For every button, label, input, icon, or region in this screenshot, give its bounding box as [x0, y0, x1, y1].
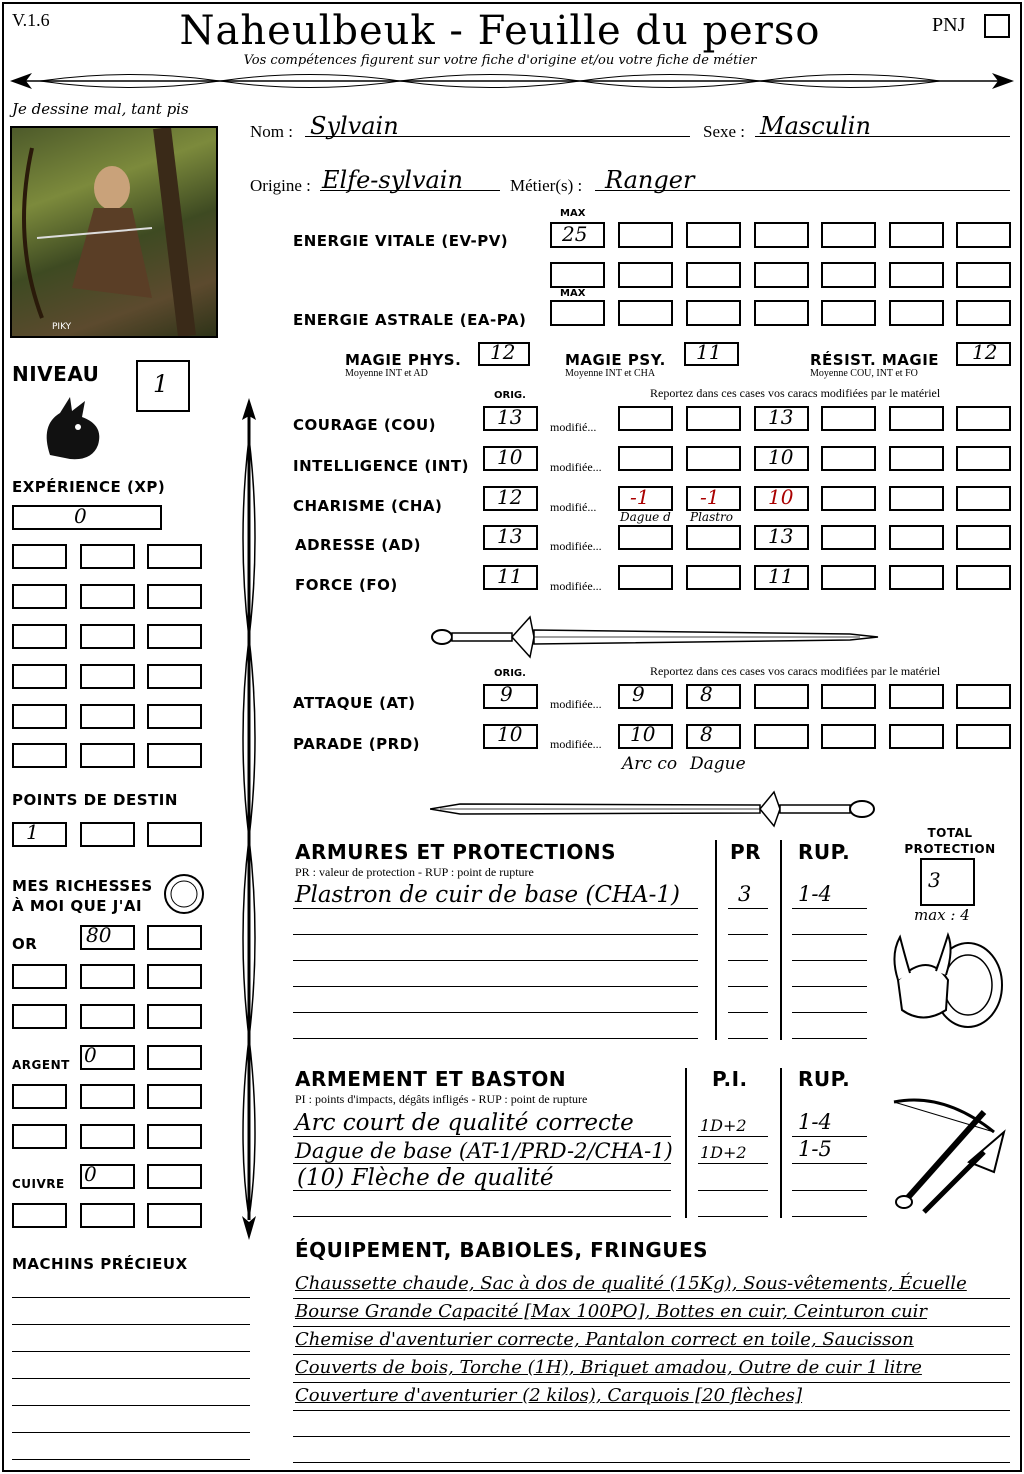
stat-mod-box[interactable] — [821, 486, 876, 511]
stat-mod-box[interactable] — [956, 486, 1011, 511]
or-box[interactable] — [147, 1004, 202, 1029]
ea-box[interactable] — [754, 300, 809, 326]
combat-mod-box[interactable] — [686, 724, 741, 749]
ev-box[interactable] — [618, 262, 673, 288]
niveau-label: NIVEAU — [12, 362, 100, 386]
origine-value[interactable]: Elfe-sylvain — [322, 166, 463, 194]
destin-box[interactable] — [12, 822, 67, 847]
equipment-line[interactable]: Chaussette chaude, Sac à dos de qualité (15Kg), Sous-vêtements, Écuelle — [295, 1273, 967, 1294]
stat-mod-box[interactable] — [618, 406, 673, 431]
stat-orig-value: 13 — [497, 524, 523, 548]
stat-label: COURAGE (COU) — [293, 416, 437, 434]
stat-label: INTELLIGENCE (INT) — [293, 457, 469, 475]
combat-orig-value: 10 — [497, 722, 523, 746]
weapon-item-name[interactable]: (10) Flèche de qualité — [297, 1165, 554, 1191]
total-protection-value: 3 — [928, 868, 941, 892]
destin-box[interactable] — [147, 822, 202, 847]
magie-psy-value: 11 — [696, 340, 722, 364]
metier-value[interactable]: Ranger — [605, 166, 695, 194]
helmet-shield-icon — [888, 925, 1008, 1035]
ea-box[interactable] — [956, 300, 1011, 326]
weapon-item-pi: 1D+2 — [700, 1116, 747, 1135]
ev-max-label: MAX — [560, 208, 586, 219]
stat-mod-box[interactable] — [686, 525, 741, 550]
xp-grid-box[interactable] — [12, 743, 67, 768]
combat-col-note: Arc co — [622, 754, 678, 774]
xp-value: 0 — [74, 504, 87, 528]
argent-box[interactable] — [80, 1084, 135, 1109]
combat-mod-box[interactable] — [754, 724, 809, 749]
ea-box[interactable] — [618, 300, 673, 326]
resist-magie-value: 12 — [972, 340, 998, 364]
cuivre-box[interactable] — [147, 1164, 202, 1189]
ev-box[interactable] — [618, 222, 673, 248]
armor-item-name[interactable]: Plastron de cuir de base (CHA-1) — [295, 882, 680, 908]
weapons-title: ARMEMENT ET BASTON — [295, 1067, 567, 1091]
or-value: 80 — [86, 923, 112, 947]
version: V.1.6 — [12, 10, 50, 30]
stats-report-note: Reportez dans ces cases vos caracs modifiées par le matériel — [650, 386, 941, 400]
stat-mod-box[interactable] — [618, 565, 673, 590]
stat-label: ADRESSE (AD) — [295, 536, 422, 554]
equipment-line[interactable]: Couverture d'aventurier (2 kilos), Carquois [20 flèches] — [295, 1385, 803, 1406]
stat-mod-value: 13 — [768, 524, 794, 548]
pnj-label: PNJ — [932, 14, 966, 36]
total-protection-label: TOTAL PROTECTION — [904, 826, 996, 856]
armor-rup-header: RUP. — [798, 840, 851, 864]
nom-value[interactable]: Sylvain — [310, 112, 399, 140]
stat-mod-box[interactable] — [889, 486, 944, 511]
magie-psy-label: MAGIE PSY. — [565, 351, 666, 369]
or-box[interactable] — [80, 964, 135, 989]
stat-mod-value: 10 — [768, 445, 794, 469]
combat-label: ATTAQUE (AT) — [293, 694, 416, 712]
or-box[interactable] — [147, 964, 202, 989]
cuivre-label: CUIVRE — [12, 1177, 65, 1191]
stat-mod-box[interactable] — [956, 525, 1011, 550]
xp-grid-box[interactable] — [80, 584, 135, 609]
combat-orig-label: ORIG. — [494, 668, 526, 679]
ea-box[interactable] — [821, 300, 876, 326]
argent-box[interactable] — [80, 1124, 135, 1149]
combat-mod-value: 8 — [700, 722, 713, 746]
origine-label: Origine : — [250, 176, 311, 195]
xp-grid-box[interactable] — [80, 704, 135, 729]
ev-box[interactable] — [550, 262, 605, 288]
stat-mod-box[interactable] — [889, 406, 944, 431]
magie-phys-value: 12 — [490, 340, 516, 364]
dragon-head-icon — [40, 395, 106, 465]
stat-mod-box[interactable] — [889, 565, 944, 590]
stat-mod-label: modifiée... — [550, 539, 602, 553]
stat-mod-box[interactable] — [889, 446, 944, 471]
ev-box[interactable] — [956, 222, 1011, 248]
stat-mod-box[interactable] — [821, 446, 876, 471]
ev-box[interactable] — [754, 222, 809, 248]
stat-label: CHARISME (CHA) — [293, 497, 443, 515]
cha-note: Dague d — [620, 510, 671, 524]
xp-grid-box[interactable] — [80, 624, 135, 649]
ev-box[interactable] — [754, 262, 809, 288]
combat-mod-box[interactable] — [889, 724, 944, 749]
or-box[interactable] — [12, 1004, 67, 1029]
portrait-caption: Je dessine mal, tant pis — [12, 100, 189, 118]
ea-label: ENERGIE ASTRALE (EA-PA) — [293, 311, 527, 329]
argent-box[interactable] — [12, 1084, 67, 1109]
xp-grid-box[interactable] — [147, 584, 202, 609]
ea-box[interactable] — [686, 300, 741, 326]
sword-icon — [430, 784, 880, 834]
ev-label: ENERGIE VITALE (EV-PV) — [293, 232, 509, 250]
stat-mod-box[interactable] — [686, 565, 741, 590]
ev-box[interactable] — [821, 222, 876, 248]
combat-mod-value: 10 — [630, 722, 656, 746]
weapon-item-name[interactable]: Arc court de qualité correcte — [295, 1110, 634, 1136]
xp-grid-box[interactable] — [12, 584, 67, 609]
stats-orig-label: ORIG. — [494, 390, 526, 401]
stat-label: FORCE (FO) — [295, 576, 398, 594]
weapon-item-pi: 1D+2 — [700, 1143, 747, 1162]
weapons-pi-header: P.I. — [712, 1067, 748, 1091]
weapon-item-rup: 1-4 — [798, 1110, 832, 1134]
machins-label: MACHINS PRÉCIEUX — [12, 1255, 188, 1273]
stat-mod-value: 10 — [768, 485, 794, 509]
or-box[interactable] — [147, 925, 202, 950]
stat-mod-box[interactable] — [821, 525, 876, 550]
xp-grid-box[interactable] — [12, 544, 67, 569]
argent-box[interactable] — [147, 1045, 202, 1070]
magie-psy-note: Moyenne INT et CHA — [565, 368, 656, 379]
destin-value: 1 — [26, 820, 39, 844]
crossed-weapons-icon — [884, 1092, 1010, 1218]
stat-mod-label: modifié... — [550, 420, 597, 434]
armor-item-rup: 1-4 — [798, 882, 832, 906]
equipment-line[interactable]: Couverts de bois, Torche (1H), Briquet amadou, Outre de cuir 1 litre — [295, 1357, 922, 1378]
xp-grid-box[interactable] — [147, 544, 202, 569]
stat-mod-label: modifié... — [550, 500, 597, 514]
sheet-title: Naheulbeuk - Feuille du perso — [179, 8, 821, 54]
stat-mod-box[interactable] — [618, 446, 673, 471]
max-protection-note: max : 4 — [914, 906, 970, 924]
ea-box[interactable] — [889, 300, 944, 326]
or-label: OR — [12, 935, 38, 953]
stat-mod-box[interactable] — [889, 525, 944, 550]
stat-mod-box[interactable] — [686, 406, 741, 431]
combat-mod-box[interactable] — [821, 724, 876, 749]
ev-box[interactable] — [956, 262, 1011, 288]
armor-pr-header: PR — [730, 840, 762, 864]
stat-mod-box[interactable] — [956, 446, 1011, 471]
combat-mod-box[interactable] — [956, 684, 1011, 709]
weapon-item-rup: 1-5 — [798, 1137, 832, 1161]
ev-max-value: 25 — [562, 222, 588, 246]
stat-mod-value: 13 — [768, 405, 794, 429]
sword-icon — [430, 612, 880, 662]
resist-magie-label: RÉSIST. MAGIE — [810, 351, 940, 369]
stat-mod-box[interactable] — [956, 565, 1011, 590]
xp-grid-box[interactable] — [80, 743, 135, 768]
portrait-credit: PIKY — [52, 322, 72, 332]
combat-mod-value: 8 — [700, 682, 713, 706]
weapon-item-name[interactable]: Dague de base (AT-1/PRD-2/CHA-1) — [295, 1139, 673, 1163]
weapons-note: PI : points d'impacts, dégâts infligés - RUP : point de rupture — [295, 1092, 588, 1106]
stat-orig-value: 12 — [497, 485, 523, 509]
xp-label: EXPÉRIENCE (XP) — [12, 478, 166, 496]
xp-grid-box[interactable] — [147, 704, 202, 729]
decorative-spear-icon — [234, 398, 264, 1240]
ea-max-label: MAX — [560, 288, 586, 299]
stat-mod-box[interactable] — [956, 406, 1011, 431]
stat-mod-value: -1 — [630, 485, 650, 509]
niveau-value: 1 — [153, 370, 169, 398]
xp-grid-box[interactable] — [147, 664, 202, 689]
combat-mod-box[interactable] — [618, 684, 673, 709]
stat-mod-box[interactable] — [821, 406, 876, 431]
combat-mod-label: modifiée... — [550, 737, 602, 751]
xp-grid-box[interactable] — [80, 544, 135, 569]
armor-note: PR : valeur de protection - RUP : point de rupture — [295, 865, 534, 879]
stat-orig-value: 11 — [497, 564, 523, 588]
combat-label: PARADE (PRD) — [293, 735, 421, 753]
ev-box[interactable] — [889, 262, 944, 288]
argent-label: ARGENT — [12, 1058, 70, 1072]
sexe-label: Sexe : — [703, 122, 746, 141]
combat-mod-box[interactable] — [821, 684, 876, 709]
cuivre-box[interactable] — [12, 1203, 67, 1228]
cha-note: Plastro — [690, 510, 734, 524]
combat-mod-label: modifiée... — [550, 697, 602, 711]
magie-phys-label: MAGIE PHYS. — [345, 351, 462, 369]
stat-mod-value: 11 — [768, 564, 794, 588]
richesses-label: MES RICHESSES À MOI QUE J'AI — [12, 877, 153, 915]
xp-grid-box[interactable] — [147, 624, 202, 649]
destin-label: POINTS DE DESTIN — [12, 791, 178, 809]
coin-icon — [162, 872, 206, 916]
stat-mod-label: modifiée... — [550, 460, 602, 474]
combat-col-note: Dague — [690, 754, 746, 774]
magie-phys-note: Moyenne INT et AD — [345, 368, 428, 379]
character-portrait — [10, 126, 218, 338]
xp-grid-box[interactable] — [12, 624, 67, 649]
cuivre-value: 0 — [84, 1162, 97, 1186]
xp-grid-box[interactable] — [12, 704, 67, 729]
argent-box[interactable] — [147, 1124, 202, 1149]
combat-mod-box[interactable] — [686, 684, 741, 709]
ea-max-box[interactable] — [550, 300, 605, 326]
nom-label: Nom : — [250, 122, 293, 141]
metier-label: Métier(s) : — [510, 176, 583, 195]
ev-box[interactable] — [889, 222, 944, 248]
combat-mod-box[interactable] — [956, 724, 1011, 749]
equipment-title: ÉQUIPEMENT, BABIOLES, FRINGUES — [295, 1238, 709, 1262]
stat-mod-box[interactable] — [821, 565, 876, 590]
elf-archer-icon — [12, 128, 216, 336]
xp-grid-box[interactable] — [12, 664, 67, 689]
combat-orig-value: 9 — [500, 682, 513, 706]
armor-item-pr: 3 — [738, 882, 752, 906]
sexe-value[interactable]: Masculin — [760, 112, 871, 140]
decorative-vine-divider — [10, 68, 1014, 94]
destin-box[interactable] — [80, 822, 135, 847]
argent-box[interactable] — [12, 1124, 67, 1149]
argent-box[interactable] — [147, 1084, 202, 1109]
weapons-rup-header: RUP. — [798, 1067, 851, 1091]
sheet-subtitle: Vos compétences figurent sur votre fiche d'origine et/ou votre fiche de métier — [243, 53, 757, 68]
stat-mod-box[interactable] — [618, 525, 673, 550]
combat-mod-value: 9 — [632, 682, 645, 706]
ev-box[interactable] — [686, 222, 741, 248]
combat-mod-box[interactable] — [889, 684, 944, 709]
resist-magie-note: Moyenne COU, INT et FO — [810, 368, 918, 379]
stat-orig-value: 13 — [497, 405, 523, 429]
ev-box[interactable] — [821, 262, 876, 288]
stat-orig-value: 10 — [497, 445, 523, 469]
xp-grid-box[interactable] — [80, 664, 135, 689]
equipment-line[interactable]: Bourse Grande Capacité [Max 100PO], Bottes en cuir, Ceinturon cuir — [295, 1301, 928, 1322]
equipment-line[interactable]: Chemise d'aventurier correcte, Pantalon correct en toile, Saucisson — [295, 1329, 914, 1350]
cuivre-box[interactable] — [80, 1203, 135, 1228]
stat-mod-label: modifiée... — [550, 579, 602, 593]
xp-box[interactable] — [12, 505, 162, 530]
or-box[interactable] — [80, 1004, 135, 1029]
pnj-checkbox[interactable] — [984, 14, 1010, 38]
xp-grid-box[interactable] — [147, 743, 202, 768]
combat-report-note: Reportez dans ces cases vos caracs modifiées par le matériel — [650, 664, 941, 678]
armor-title: ARMURES ET PROTECTIONS — [295, 840, 616, 864]
stat-mod-box[interactable] — [686, 446, 741, 471]
combat-mod-box[interactable] — [754, 684, 809, 709]
or-box[interactable] — [12, 964, 67, 989]
stat-mod-value: -1 — [700, 485, 720, 509]
ev-box[interactable] — [686, 262, 741, 288]
argent-value: 0 — [84, 1043, 97, 1067]
cuivre-box[interactable] — [147, 1203, 202, 1228]
